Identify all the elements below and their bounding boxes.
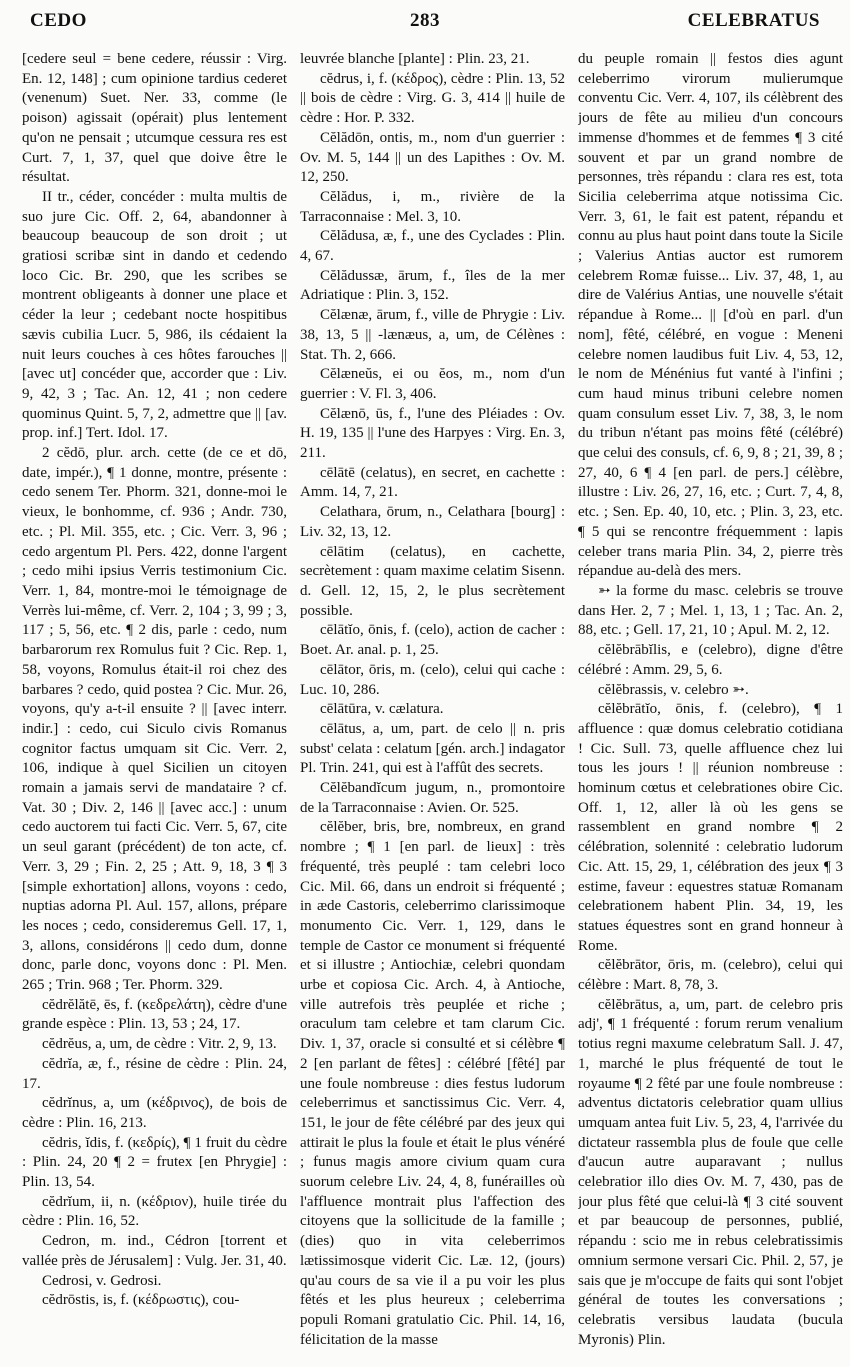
page-number: 283 [410, 10, 440, 31]
entry: cēlātē (celatus), en secret, en cachette : Amm. 14, 7, 21. [300, 464, 565, 501]
entry: ➳ la forme du masc. celebris se trouve dans Her. 2, 7 ; Mel. 1, 13, 1 ; Tac. An. 2, 88, etc. ; Gell. 17, 21, 10 ; Apul. M. 2, 12. [578, 582, 843, 639]
entry: Cedrosi, v. Gedrosi. [42, 1272, 162, 1289]
entry: Cĕlădōn, ontis, m., nom d'un guerrier : Ov. M. 5, 144 || un des Lapithes : Ov. M. 12, 250. [300, 129, 565, 186]
page-header [0, 0, 850, 44]
entry: cĕlĕbrassis, v. celebro ➳. [598, 681, 749, 698]
entry: cĕdrĭum, ii, n. (κέδριον), huile tirée du cèdre : Plin. 16, 52. [22, 1193, 287, 1230]
entry: Cĕlĕbandĭcum jugum, n., promontoire de la Tarraconnaise : Avien. Or. 525. [300, 780, 565, 816]
entry: cĕlĕbrātus, a, um, part. de celebro pris adj', ¶ 1 fréquenté : forum rerum venalium totius regni maxume celebratum Sall. J. 47, 1, marché le plus fréquenté de tout le royaume ¶ 2 fêté par une foule nombreuse : adventus dictatoris celebratior quam ullius umquam antea fuit Liv. 5, 23, 4, l'arrivée du dictateur rassembla plus de foule que celle d'aucun autre auparavant ; nullus celebratior illo dies Ov. M. 7, 430, pas de jour plus fêté que celui-là ¶ 3 cité souvent et par beaucoup de personnes, publié, répandu : scio me in rebus celebratissimis omnium sermone versari Cic. Phil. 2, 57, je sais que je m'occupe de faits qui sont l'objet général de toutes les conversations ; celebratis versibus laudata (bucula Myronis) Plin. [578, 996, 843, 1348]
entry: cĕdris, ĭdis, f. (κεδρίς), ¶ 1 fruit du cèdre : Plin. 24, 20 ¶ 2 = frutex [en Phrygie] : Plin. 13, 54. [22, 1134, 287, 1191]
entry: cĕlĕber, bris, bre, nombreux, en grand nombre ; ¶ 1 [en parl. de lieux] : très fréquenté, très peuplé : tam celebri loco Cic. Mil. 66, dans un endroit si fréquenté ; in æde Castoris, celeberrimo clarissimoque monumento Cic. Verr. 1, 129, dans le temple de Castor ce monument si fréquenté et si illustre ; Antiochiæ, celebri quondam urbe et copiosa Cic. Arch. 4, à Antioche, ville autrefois très peuplée et riche ; oraculum tam celebre et tam clarum Cic. Div. 1, 37, oracle si consulté et si célèbre ¶ 2 [en parlant de fêtes] : célébré [fêté] par une foule nombreuse : dies festus ludorum celeberrimus et sanctissimus Cic. Verr. 4, 151, le jour de fête célébré par des jeux qui attirait le plus la foule et était le plus vénéré ; funus magis amore civium quam cura suorum celebre Liv. 24, 4, 8, funérailles où l'affluence montrait plus l'affection des citoyens que la sollicitude de la famille ; (dies) quo in vita celeberrimos lætissimosque viderit Cic. Læ. 12, (jours) qu'au cours de sa vie il a pu voir les plus fêtés et les plus heureux ; celeberrima populi Romani gratulatio Cic. Phil. 14, 16, félicitation de la masse [300, 819, 565, 1348]
guide-word-right: CELEBRATUS [687, 10, 820, 31]
entry: cĕdrōstis, is, f. (κέδρωστις), cou- [42, 1292, 240, 1309]
entry: cĕdrĭa, æ, f., résine de cèdre : Plin. 24, 17. [22, 1055, 287, 1092]
entry: cēlātor, ōris, m. (celo), celui qui cache : Luc. 10, 286. [300, 661, 565, 698]
entry: Cĕlæneŭs, ei ou ĕos, m., nom d'un guerrier : V. Fl. 3, 406. [300, 366, 565, 402]
entry: Cĕlădusa, æ, f., une des Cyclades : Plin. 4, 67. [300, 228, 565, 265]
entry: Cĕlænō, ūs, f., l'une des Pléiades : Ov. H. 19, 135 || l'une des Harpyes : Virg. En. 3, 211. [300, 405, 565, 462]
entry: cēlātus, a, um, part. de celo || n. pris subst' celata : celatum [gén. arch.] indagator Pl. Trin. 241, qui est à l'affût des secrets. [300, 720, 565, 777]
guide-word-left: CEDO [30, 10, 87, 31]
entry: [cedere seul = bene cedere, réussir : Virg. En. 12, 148] ; cum opinione tardius cederet (venenum) Suet. Ner. 33, comme (le poison) agissait (opérait) plus lentement qu'on ne pensait ; utcumque cessura res est Curt. 7, 1, 37, quel que doive être le résultat. [22, 51, 287, 186]
entry: cĕdrus, i, f. (κέδρος), cèdre : Plin. 13, 52 || bois de cèdre : Virg. G. 3, 414 || huile de cèdre : Hor. P. 332. [300, 70, 565, 127]
entry: Cĕlænæ, ārum, f., ville de Phrygie : Liv. 38, 13, 5 || -lænæus, a, um, de Célènes : Stat. Th. 2, 666. [300, 307, 565, 363]
entry: cēlātūra, v. cælatura. [320, 701, 444, 718]
column-3 [578, 50, 843, 1360]
entry: II tr., céder, concéder : multa multis de suo jure Cic. Off. 2, 64, abandonner à beaucoup beaucoup de son droit ; ut gratiosi scribæ sint in dando et cedendo loco Cic. Br. 290, que les scribes se montrent obligeants à donner une place et céder la leur ; cedebant nocte hospitibus sævis cubilia Lucr. 5, 986, ils cédaient la nuit leurs couches à ces hôtes farouches || [avec ut] concéder que, accorder que : Liv. 9, 42, 3 ; Tac. An. 12, 41 ; non cedere quominus Quint. 5, 7, 2, admettre que || [av. prop. inf.] Tert. Idol. 17. [22, 188, 287, 442]
entry: Celathara, ōrum, n., Celathara [bourg] : Liv. 32, 13, 12. [300, 504, 565, 540]
entry: cĕdrĭnus, a, um (κέδρινος), de bois de cèdre : Plin. 16, 213. [22, 1095, 287, 1131]
entry: Cedron, m. ind., Cédron [torrent et vallée près de Jérusalem] : Vulg. Jer. 31, 40. [22, 1233, 287, 1269]
entry: cēlātĭo, ōnis, f. (celo), action de cacher : Boet. Ar. anal. p. 1, 25. [300, 622, 565, 659]
column-2 [300, 50, 565, 1360]
entry: cĕdrĕus, a, um, de cèdre : Vitr. 2, 9, 13. [42, 1036, 277, 1053]
column-1 [22, 50, 287, 1360]
entry: cĕlĕbrātor, ōris, m. (celebro), celui qui célèbre : Mart. 8, 78, 3. [578, 957, 843, 994]
entry: cĕlĕbrābĭlis, e (celebro), digne d'être célébré : Amm. 29, 5, 6. [578, 642, 843, 678]
entry: cĕdrĕlătē, ēs, f. (κεδρελάτη), cèdre d'une grande espèce : Plin. 13, 53 ; 24, 17. [22, 996, 287, 1033]
entry: leuvrée blanche [plante] : Plin. 23, 21. [300, 51, 530, 67]
entry: Cĕlădussæ, ārum, f., îles de la mer Adriatique : Plin. 3, 152. [300, 267, 565, 304]
entry: 2 cĕdō, plur. arch. cette (de ce et dō, date, impér.), ¶ 1 donne, montre, présente : cedo senem Ter. Phorm. 321, donne-moi le vieux, le bonhomme, cf. 936 ; Andr. 730, etc. ; Pl. Mil. 355, etc. ; Cic. Verr. 3, 96 ; cedo argentum Pl. Pers. 422, donne l'argent ; cedo mihi ipsius Verris testimonium Cic. Verr. 1, 84, montre-moi le témoignage de Verrès lui-même, cf. Verr. 2, 104 ; 3, 99 ; 3, 117 ; 5, 56, etc. ¶ 2 dis, parle : cedo, num barbarorum rex Romulus fuit ? Cic. Rep. 1, 58, voyons, Romulus était-il roi chez des barbares ? cedo, quid postea ? Cic. Mur. 26, voyons, qu'y a-t-il ensuite ? || [avec interr. indir.] : cedo, cui Siculo civis Romanus cognitor factus umquam sit Cic. Verr. 2, 106, indique à quel Sicilien un citoyen romain a jamais servi de mandataire ? cf. Vat. 30 ; Div. 2, 146 || [avec acc.] : unum cedo auctorem tui facti Cic. Verr. 5, 67, cite un seul garant (précédent) de ton acte, cf. Verr. 3, 29 ; Fin. 2, 25 ; Att. 9, 18, 3 ¶ 3 [simple exhortation] allons, voyons : cedo, nuptias adorna Pl. Aul. 157, allons, prépare les noces ; cedo, consideremus Gell. 17, 1, 3, allons, considérons || cedo dum, donne donc, parle donc, voyons donc : Pl. Men. 265 ; Trin. 968 ; Ter. Phorm. 329. [22, 445, 287, 994]
entry: du peuple romain || festos dies agunt celeberrimo virorum mulierumque conventu Cic. Verr. 4, 107, ils célèbrent des jours de fête au milieu d'un concours immense d'hommes et de femmes ¶ 3 cité souvent et par un grand nombre de personnes, très répandu : clara res est, tota Sicilia celeberrima atque notissima Cic. Verr. 3, 61, le fait est patent, répandu et connu au plus haut point dans toute la Sicile ; Valerius Antias auctor est rumorem celebrem Romæ fuisse... Liv. 37, 48, 1, au dire de Valérius Antias, une nouvelle s'était répandue à Rome... || [d'où en parl. d'un nom], fêté, célébré, en vogue : Meneni celebre nomen laudibus fuit Liv. 4, 53, 12, le nom de Ménénius fut vanté à l'infini ; cum haud minus tribuni celebre nomen quam consulum esset Liv. 7, 38, 3, le nom du tribun n'étant pas moins fêté (célébré) que celui des consuls, cf. 6, 9, 8 ; 21, 39, 8 ; 27, 40, 6 ¶ 4 [en parl. de pers.] célèbre, illustre : Liv. 26, 27, 16, etc. ; Curt. 7, 4, 8, etc. ; Sen. Ep. 40, 10, etc. ; Plin. 3, 23, etc. ¶ 5 qui se rencontre fréquemment : lapis celeber trans maria Plin. 34, 2, pierre très répandue au-delà des mers. [578, 51, 843, 580]
entry: cĕlĕbrātĭo, ōnis, f. (celebro), ¶ 1 affluence : quæ domus celebratio cotidiana ! Cic. Sull. 73, quelle affluence chez lui tous les jours ! || réunion nombreuse : hominum cœtus et celebrationes obire Cic. Off. 1, 12, aller là où les gens se rassemblent en grand nombre ¶ 2 célébration, solennité : celebratio ludorum Cic. Att. 15, 29, 1, célébration des jeux ¶ 3 estime, faveur : equestres statuæ Romanam celebrationem habent Plin. 34, 19, les statues équestres sont en grand honneur à Rome. [578, 701, 843, 954]
entry: Cĕlădus, i, m., rivière de la Tarraconnaise : Mel. 3, 10. [300, 188, 565, 225]
entry: cēlātim (celatus), en cachette, secrètement : quam maxime celatim Sisenn. d. Gell. 12, 15, 2, le plus secrètement possible. [300, 543, 565, 619]
